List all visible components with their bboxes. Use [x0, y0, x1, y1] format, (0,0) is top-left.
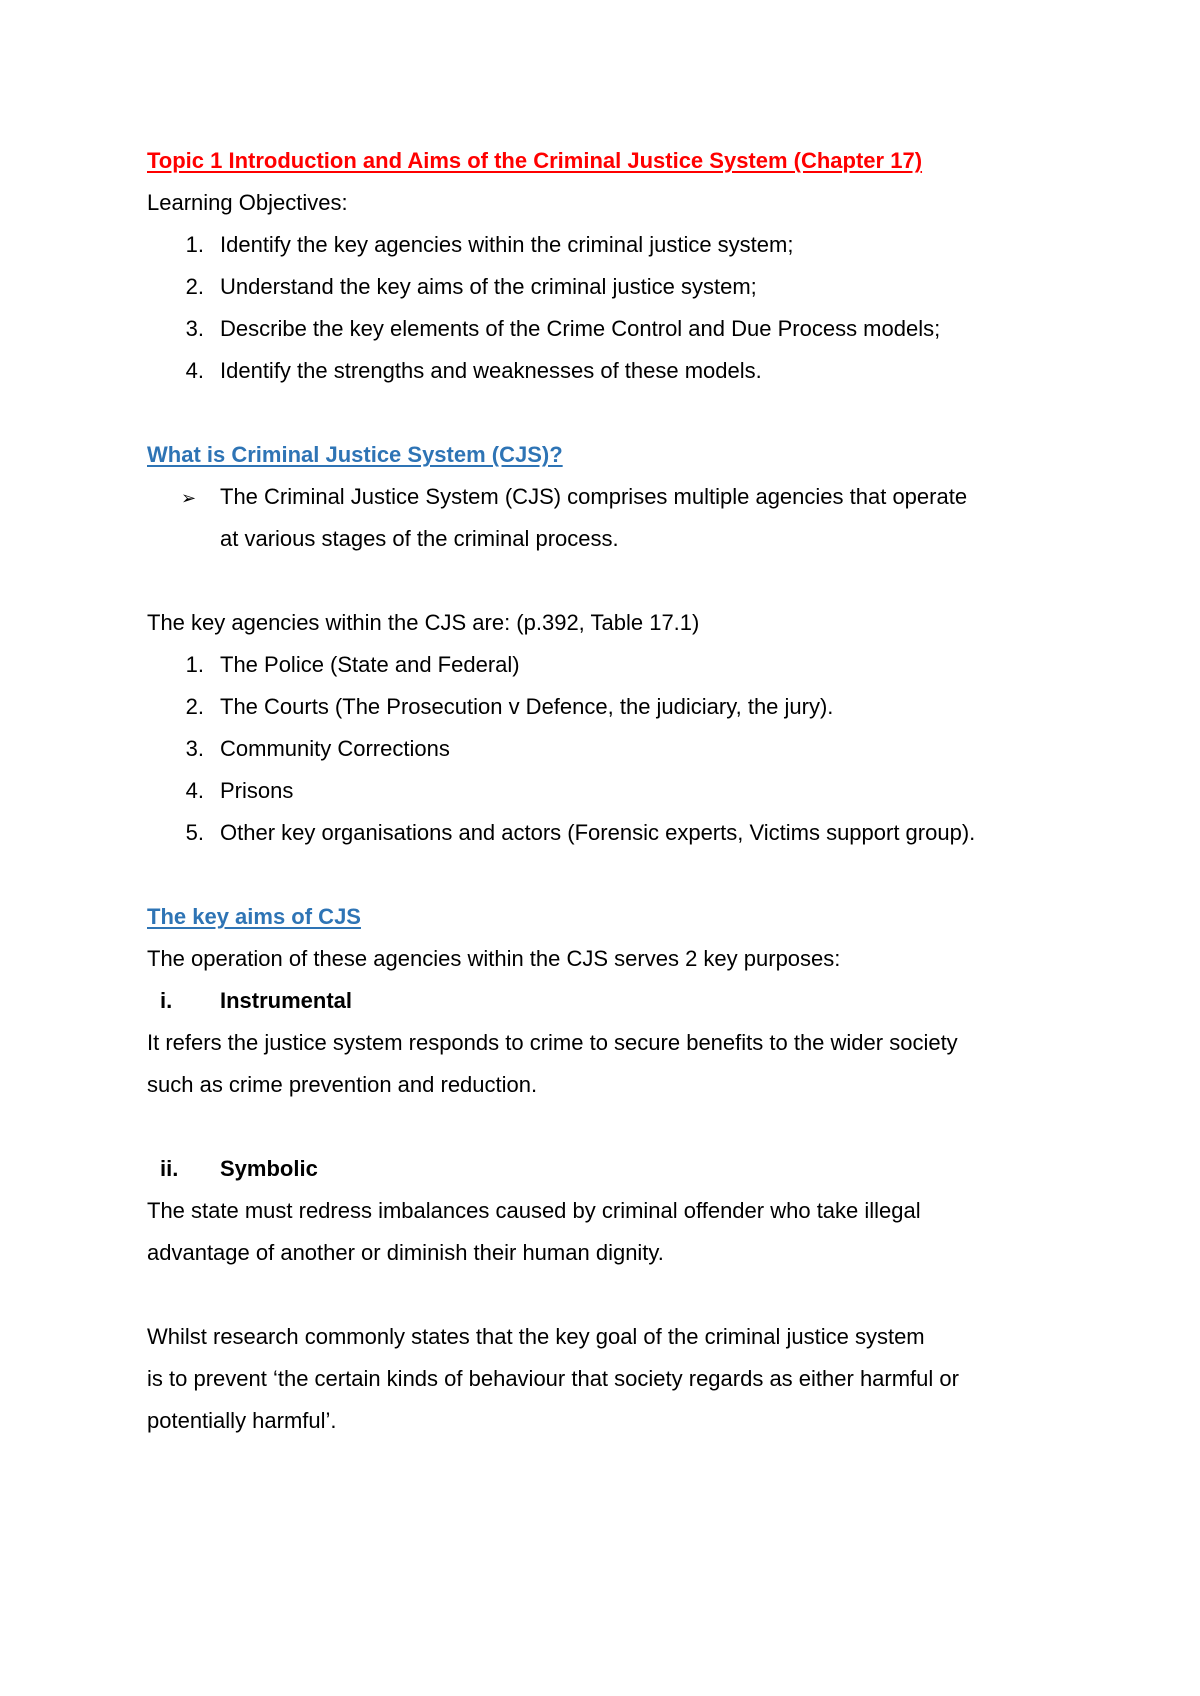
- instrumental-label: Instrumental: [220, 988, 353, 1013]
- list-item-text: Describe the key elements of the Crime Control and Due Process models;: [220, 316, 941, 341]
- roman-numeral: ii.: [160, 1156, 179, 1181]
- list-item-text: The Police (State and Federal): [220, 652, 520, 677]
- bullet-text-continued: at various stages of the criminal process.: [220, 526, 619, 551]
- list-item-number: 2.: [185, 694, 204, 719]
- list-item-text: Understand the key aims of the criminal justice system;: [220, 274, 757, 299]
- symbolic-text: advantage of another or diminish their human dignity.: [147, 1240, 664, 1265]
- cjs-heading: What is Criminal Justice System (CJS)?: [147, 442, 563, 467]
- aims-intro: The operation of these agencies within the CJS serves 2 key purposes:: [147, 946, 841, 971]
- symbolic-label: Symbolic: [220, 1156, 318, 1181]
- closing-text: is to prevent ‘the certain kinds of behaviour that society regards as either harmful or: [147, 1366, 959, 1391]
- list-item-number: 1.: [185, 652, 204, 677]
- closing-text: Whilst research commonly states that the key goal of the criminal justice system: [147, 1324, 925, 1349]
- arrow-bullet-icon: ➢: [181, 488, 197, 508]
- instrumental-text: such as crime prevention and reduction.: [147, 1072, 538, 1097]
- list-item-text: Identify the key agencies within the criminal justice system;: [220, 232, 794, 257]
- symbolic-text: The state must redress imbalances caused by criminal offender who take illegal: [147, 1198, 921, 1223]
- roman-numeral: i.: [160, 988, 173, 1013]
- list-item-number: 1.: [185, 232, 204, 257]
- list-item-number: 4.: [185, 778, 204, 803]
- list-item-number: 5.: [185, 820, 204, 845]
- list-item-number: 3.: [185, 316, 204, 341]
- list-item-text: Identify the strengths and weaknesses of these models.: [220, 358, 762, 383]
- list-item-number: 3.: [185, 736, 204, 761]
- list-item-number: 4.: [185, 358, 204, 383]
- aims-heading: The key aims of CJS: [147, 904, 361, 929]
- bullet-text: The Criminal Justice System (CJS) comprises multiple agencies that operate: [220, 484, 968, 509]
- list-item-text: Prisons: [220, 778, 294, 803]
- list-item-text: The Courts (The Prosecution v Defence, the judiciary, the jury).: [220, 694, 834, 719]
- instrumental-text: It refers the justice system responds to crime to secure benefits to the wider society: [147, 1030, 958, 1055]
- list-item-text: Other key organisations and actors (Forensic experts, Victims support group).: [220, 820, 976, 845]
- list-item-text: Community Corrections: [220, 736, 450, 761]
- learning-objectives-label: Learning Objectives:: [147, 190, 348, 215]
- page-title: Topic 1 Introduction and Aims of the Criminal Justice System (Chapter 17): [147, 148, 923, 173]
- agencies-intro: The key agencies within the CJS are: (p.392, Table 17.1): [147, 610, 700, 635]
- closing-text: potentially harmful’.: [147, 1408, 337, 1433]
- list-item-number: 2.: [185, 274, 204, 299]
